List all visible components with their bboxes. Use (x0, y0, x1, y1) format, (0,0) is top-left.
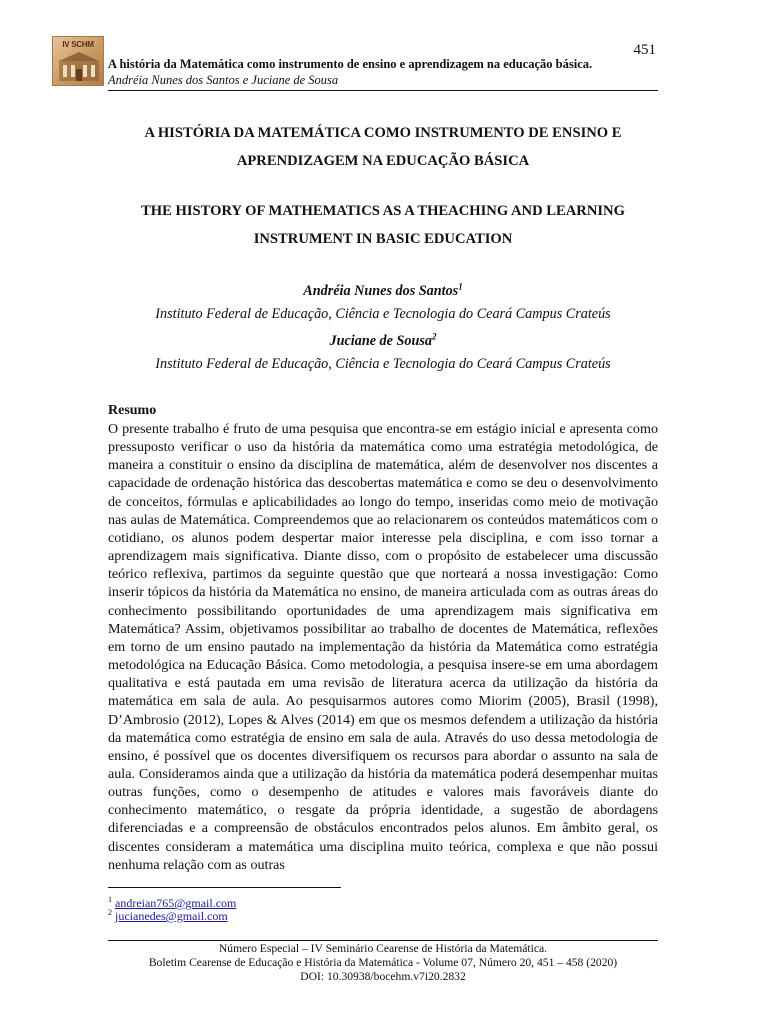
abstract-heading: Resumo (108, 403, 157, 418)
email-link-2[interactable]: jucianedes@gmail.com (115, 909, 228, 923)
page-number: 451 (633, 42, 656, 58)
title-pt-line2: APRENDIZAGEM NA EDUCAÇÃO BÁSICA (236, 153, 530, 169)
author-block-2 (108, 331, 658, 374)
running-title: A história da Matemática como instrumento de ensino e aprendizagem na educação básica. (108, 57, 593, 71)
logo-text: IV SCHM (62, 40, 94, 49)
building-icon (57, 51, 101, 83)
author-institution: Instituto Federal de Educação, Ciência e Tecnologia do Ceará Campus Crateús (155, 356, 611, 372)
author-name: Juciane de Sousa (329, 333, 432, 349)
author-footnote-mark: 2 (431, 331, 437, 342)
footnote-divider (108, 887, 341, 888)
author-name: Andréia Nunes dos Santos (303, 283, 459, 299)
email-link-1[interactable]: andreian765@gmail.com (115, 896, 237, 910)
footer-journal: Boletim Cearense de Educação e História da Matemática - Volume 07, Número 20, 451 – 458 (2020) (148, 956, 618, 969)
footer-doi: DOI: 10.30938/bocehm.v7i20.2832 (300, 970, 466, 983)
author-footnote-mark: 1 (458, 281, 463, 292)
footer-divider (108, 940, 658, 941)
title-portuguese (108, 119, 658, 175)
title-english (108, 197, 658, 253)
footnote-mark: 1 (108, 895, 112, 904)
footnote-mark: 2 (108, 908, 112, 917)
title-en-line2: INSTRUMENT IN BASIC EDUCATION (253, 231, 513, 247)
footnote-1 (108, 896, 236, 910)
footer-issue: Número Especial – IV Seminário Cearense de História da Matemática. (218, 942, 548, 955)
abstract-body: O presente trabalho é fruto de uma pesquisa que encontra-se em estágio inicial e apresenta como pressuposto verificar o uso da história da matemática como uma estratégia metodológica, de maneira a constituir o ensino da disciplina de matemática, além de desenvolver nos discentes a capacidade de ordenação histórica das descobertas matemática e como se deu o desenvolvimento de conceitos, fórmulas e aplicabilidades ao longo do tempo, inseridas como meio de motivação nas aulas de Matemática. Compreendemos que ao relacionarem os conteúdos matemáticos com o cotidiano, os alunos podem despertar maior interesse pela disciplina, e com isso tornar a aprendizagem mais significativa. Diante disso, com o propósito de estabelecer uma discussão teórico reflexiva, partimos da seguinte questão que que norteará a nossa investigação: Como inserir tópicos da história da Matemática no ensino, de maneira articulada com as outras áreas do conhecimento possibilitando oportunidades de uma aprendizagem mais significativa em Matemática? Assim, objetivamos possibilitar ao trabalho de docentes de Matemática, reflexões em torno de um ensino pautado na implementação da história da Matemática como estratégia metodológica na Educação Básica. Como metodologia, a pesquisa insere-se em uma abordagem qualitativa e está pautada em uma revisão de literatura acerca da utilização da história da matemática em sala de aula. Ao pesquisarmos autores como Miorim (2005), Brasil (1998), D’Ambrosio (2012), Lopes & Alves (2014) em que os mesmos defendem a utilização da história da matemática como estratégia de ensino em sala de aula. Através do uso dessa metodologia de ensino, é possível que os docentes diversifiquem os recursos para abordar o assunto na sala de aula. Consideramos ainda que a utilização da história da matemática poderá desempenhar muitas outras funções, como o desempenho de atitudes e valores mais favoráveis diante do conhecimento matemático, o resgate da própria identidade, a sugestão de abordagens diferenciadas e a compreensão de obstáculos encontrados pelos alunos. Em âmbito geral, os discentes consideram a matemática uma disciplina muito teórica, complexa e que não possui nenhuma relação com as outras (108, 421, 658, 873)
title-en-line1: THE HISTORY OF MATHEMATICS AS A THEACHING AND LEARNING (141, 203, 625, 219)
title-pt-line1: A HISTÓRIA DA MATEMÁTICA COMO INSTRUMENTO DE ENSINO E (144, 125, 622, 141)
header-divider (108, 90, 658, 91)
running-authors: Andréia Nunes dos Santos e Juciane de Sousa (108, 73, 339, 87)
footnote-2 (108, 909, 228, 923)
seminar-logo-icon (52, 36, 104, 86)
author-block-1 (108, 281, 658, 324)
author-institution: Instituto Federal de Educação, Ciência e Tecnologia do Ceará Campus Crateús (155, 306, 611, 322)
